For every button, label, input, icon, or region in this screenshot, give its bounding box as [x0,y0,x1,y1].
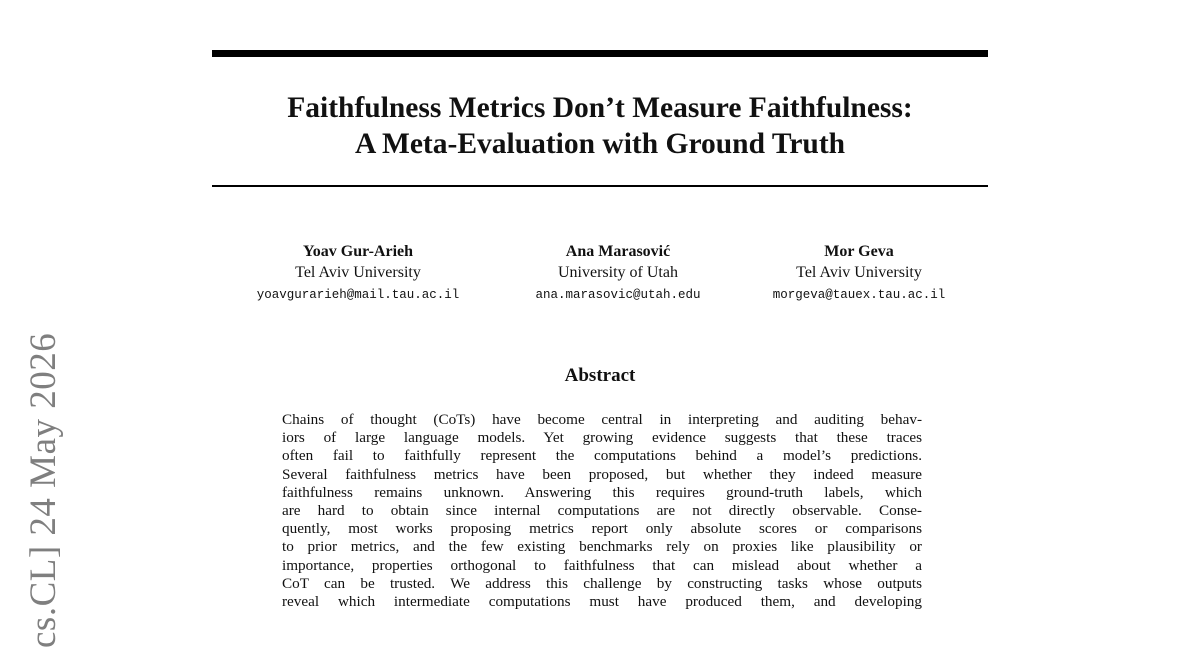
abstract-line: to prior metrics, and the few existing benchmarks rely on proxies like plausibility or [282,538,922,556]
paper-title [212,90,988,162]
author-email: yoavgurarieh@mail.tau.ac.il [256,288,460,302]
arxiv-identifier-stamp: cs.CL] 24 May 2026 [23,332,64,648]
author-block [709,242,1009,306]
abstract-line: reveal which intermediate computations must have produced them, and developing [282,593,922,611]
author-name: Ana Marasović [565,243,671,260]
title-top-rule [212,50,988,57]
author-affiliation: University of Utah [558,264,678,281]
author-name: Yoav Gur-Arieh [302,243,414,260]
abstract-line: CoT can be trusted. We address this challenge by constructing tasks whose outputs [282,574,922,592]
title-line: A Meta-Evaluation with Ground Truth [354,128,846,160]
abstract-body [282,411,922,611]
title-bottom-rule [212,185,988,187]
abstract-line: Chains of thought (CoTs) have become central in interpreting and auditing behav- [282,411,922,428]
author-email: ana.marasovic@utah.edu [535,288,701,302]
title-line: Faithfulness Metrics Don’t Measure Faithfulness: [287,92,913,124]
author-affiliation: Tel Aviv University [295,264,421,281]
author-email: morgeva@tauex.tau.ac.il [772,288,946,302]
author-block [208,242,508,306]
abstract-line: often fail to faithfully represent the computations behind a model’s predictions. [282,447,922,465]
abstract-line: iors of large language models. Yet growing evidence suggests that these traces [282,429,922,447]
abstract-heading: Abstract [564,365,636,386]
author-affiliation: Tel Aviv University [796,264,922,281]
author-name: Mor Geva [824,243,894,260]
abstract-line: Several faithfulness metrics have been proposed, but whether they indeed measure [282,465,922,483]
abstract-line: importance, properties orthogonal to faithfulness that can mislead about whether a [282,556,922,574]
abstract-line: are hard to obtain since internal computations are not directly observable. Conse- [282,502,922,520]
abstract-line: faithfulness remains unknown. Answering this requires ground-truth labels, which [282,483,922,501]
abstract-line: quently, most works proposing metrics report only absolute scores or comparisons [282,520,922,538]
